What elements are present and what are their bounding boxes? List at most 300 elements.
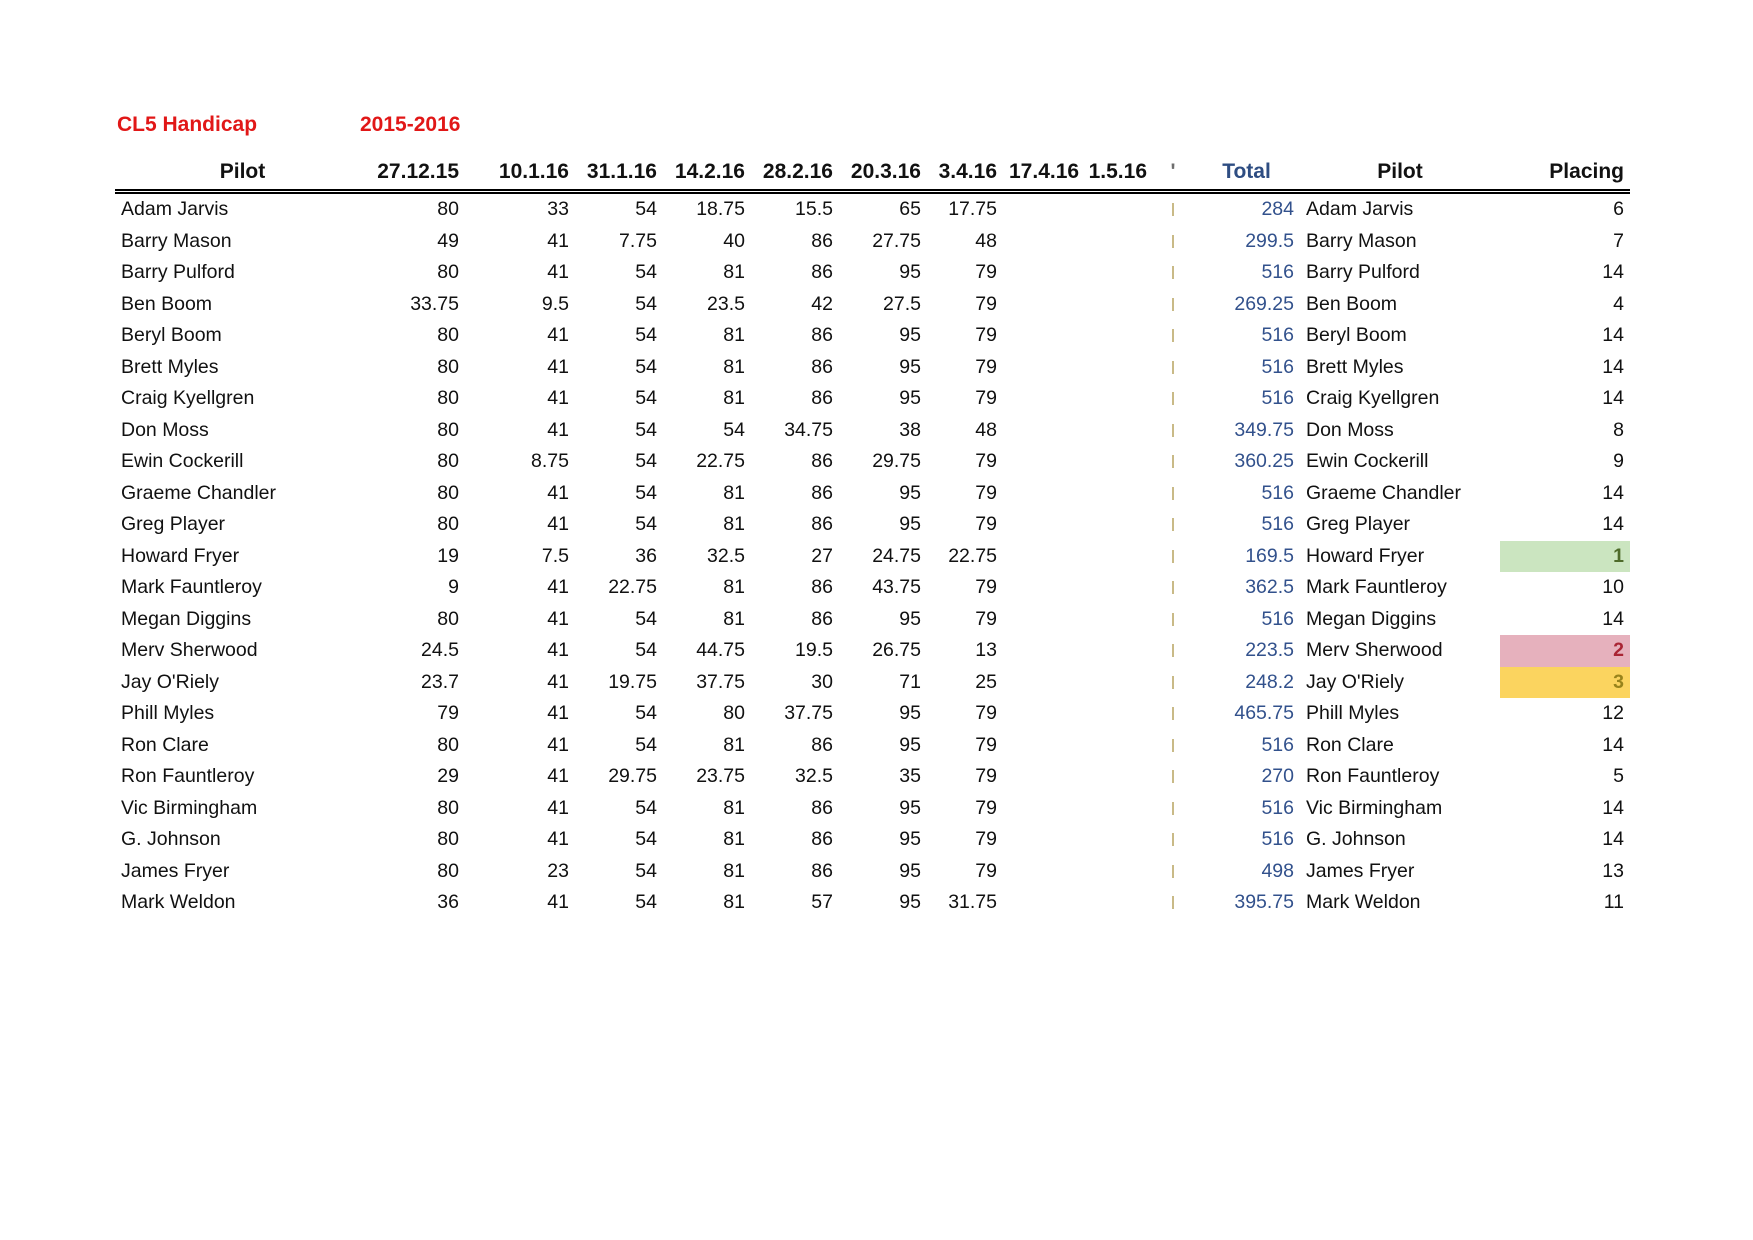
score-cell: 86: [811, 828, 833, 851]
score-cell: 29: [437, 765, 459, 788]
score-cell: 32.5: [795, 765, 833, 788]
score-cell: 18.75: [696, 198, 745, 221]
pilot-name-cell: Jay O'Riely: [121, 670, 219, 693]
score-cell: 41: [547, 261, 569, 284]
pilot2-column-header: Pilot: [1300, 148, 1500, 192]
pilot-name-cell-right: Merv Sherwood: [1306, 639, 1443, 662]
table-row: [115, 320, 1630, 352]
tick-mark: [1172, 266, 1174, 279]
score-cell: 41: [547, 733, 569, 756]
score-cell: 80: [437, 733, 459, 756]
score-cell: 13: [975, 639, 997, 662]
tick-mark: [1172, 644, 1174, 657]
score-cell: 80: [437, 859, 459, 882]
score-cell: 95: [899, 387, 921, 410]
total-cell: 516: [1261, 828, 1294, 851]
tick-cell: [1153, 793, 1193, 825]
score-cell: 79: [975, 828, 997, 851]
score-cell: [1003, 478, 1078, 510]
score-cell: 86: [811, 796, 833, 819]
placing-cell: 14: [1602, 261, 1624, 284]
score-cell: 54: [635, 481, 657, 504]
score-cell: 41: [547, 324, 569, 347]
table-row: [115, 509, 1630, 541]
score-cell: [1003, 541, 1078, 573]
score-cell: [1078, 761, 1153, 793]
score-cell: 23.5: [707, 292, 745, 315]
score-cell: 9: [448, 576, 459, 599]
score-cell: 22.75: [608, 576, 657, 599]
score-cell: [1003, 793, 1078, 825]
pilot-name-cell-right: Don Moss: [1306, 418, 1394, 441]
tick-cell: [1153, 856, 1193, 888]
placing-cell: 14: [1602, 607, 1624, 630]
score-cell: 79: [975, 796, 997, 819]
score-cell: 80: [437, 513, 459, 536]
score-cell: 48: [975, 418, 997, 441]
score-cell: 81: [723, 733, 745, 756]
score-cell: 86: [811, 387, 833, 410]
placing-cell: 14: [1602, 796, 1624, 819]
score-cell: 54: [635, 450, 657, 473]
tick-cell: [1153, 320, 1193, 352]
tick-cell: [1153, 730, 1193, 762]
score-cell: 79: [975, 859, 997, 882]
score-cell: 86: [811, 859, 833, 882]
score-cell: 7.75: [619, 229, 657, 252]
score-cell: 79: [975, 733, 997, 756]
score-cell: 41: [547, 639, 569, 662]
score-cell: [1003, 824, 1078, 856]
score-cell: 41: [547, 891, 569, 914]
score-cell: [1078, 572, 1153, 604]
score-cell: 41: [547, 576, 569, 599]
table-row: [115, 667, 1630, 699]
tick-mark: [1172, 707, 1174, 720]
total-cell: 270: [1261, 765, 1294, 788]
score-cell: 81: [723, 513, 745, 536]
tick-mark: [1172, 329, 1174, 342]
score-cell: [1078, 824, 1153, 856]
score-cell: [1078, 415, 1153, 447]
tick-mark: [1172, 424, 1174, 437]
total-cell: 223.5: [1245, 639, 1294, 662]
table-row: [115, 289, 1630, 321]
tick-mark: [1172, 770, 1174, 783]
score-cell: 41: [547, 702, 569, 725]
pilot-name-cell: Graeme Chandler: [121, 481, 276, 504]
pilot-name-cell-right: Phill Myles: [1306, 702, 1400, 725]
table-row: [115, 226, 1630, 258]
score-cell: 80: [723, 702, 745, 725]
score-cell: 86: [811, 355, 833, 378]
placing-cell: 4: [1613, 292, 1624, 315]
score-cell: 80: [437, 355, 459, 378]
tick-mark: [1172, 203, 1174, 216]
total-cell: 516: [1261, 733, 1294, 756]
placing-cell: 14: [1602, 481, 1624, 504]
score-cell: 54: [635, 292, 657, 315]
score-cell: 29.75: [608, 765, 657, 788]
placing-cell: 14: [1602, 355, 1624, 378]
pilot-name-cell-right: G. Johnson: [1306, 828, 1406, 851]
score-cell: 54: [723, 418, 745, 441]
score-cell: 41: [547, 670, 569, 693]
score-cell: 54: [635, 607, 657, 630]
score-cell: 81: [723, 261, 745, 284]
score-cell: 17.75: [948, 198, 997, 221]
score-cell: 37.75: [696, 670, 745, 693]
tick-mark: [1172, 298, 1174, 311]
total-cell: 349.75: [1234, 418, 1294, 441]
tick-mark: [1172, 550, 1174, 563]
score-cell: 41: [547, 387, 569, 410]
pilot-name-cell-right: Greg Player: [1306, 513, 1411, 536]
score-cell: 23.75: [696, 765, 745, 788]
score-cell: 54: [635, 387, 657, 410]
total-cell: 269.25: [1234, 292, 1294, 315]
score-cell: [1078, 226, 1153, 258]
score-cell: 19.75: [608, 670, 657, 693]
tick-cell: [1153, 667, 1193, 699]
score-cell: [1078, 192, 1153, 226]
total-cell: 395.75: [1234, 891, 1294, 914]
score-cell: [1003, 667, 1078, 699]
score-cell: [1078, 320, 1153, 352]
score-cell: 86: [811, 576, 833, 599]
score-cell: 95: [899, 702, 921, 725]
pilot-name-cell: Howard Fryer: [121, 544, 240, 567]
pilot-name-cell: Craig Kyellgren: [121, 387, 255, 410]
table-row: [115, 541, 1630, 573]
score-cell: [1078, 667, 1153, 699]
total-cell: 360.25: [1234, 450, 1294, 473]
tick-cell: [1153, 352, 1193, 384]
score-cell: [1003, 604, 1078, 636]
score-cell: [1003, 887, 1078, 919]
pilot-name-cell: Merv Sherwood: [121, 639, 258, 662]
score-cell: 34.75: [784, 418, 833, 441]
header-row: [115, 148, 1630, 192]
table-row: [115, 698, 1630, 730]
score-cell: 41: [547, 796, 569, 819]
score-cell: [1078, 856, 1153, 888]
score-cell: [1078, 887, 1153, 919]
score-cell: 54: [635, 261, 657, 284]
score-cell: 41: [547, 607, 569, 630]
placing-cell: 14: [1602, 733, 1624, 756]
score-cell: 40: [723, 229, 745, 252]
table-row: [115, 730, 1630, 762]
table-row: [115, 793, 1630, 825]
score-cell: 95: [899, 324, 921, 347]
pilot-name-cell-right: Vic Birmingham: [1306, 796, 1443, 819]
score-cell: [1003, 761, 1078, 793]
score-cell: 54: [635, 418, 657, 441]
score-cell: 54: [635, 733, 657, 756]
total-cell: 516: [1261, 481, 1294, 504]
score-cell: [1003, 226, 1078, 258]
tick-cell: [1153, 446, 1193, 478]
pilot-name-cell-right: Jay O'Riely: [1306, 670, 1404, 693]
tick-cell: [1153, 761, 1193, 793]
table-row: [115, 824, 1630, 856]
score-cell: 86: [811, 481, 833, 504]
tick-mark: [1172, 676, 1174, 689]
total-cell: 516: [1261, 513, 1294, 536]
date-column-header: 1.5.16: [1078, 148, 1153, 192]
score-cell: [1078, 604, 1153, 636]
tick-mark: [1172, 833, 1174, 846]
score-cell: 86: [811, 324, 833, 347]
tick-mark: [1172, 865, 1174, 878]
total-cell: 362.5: [1245, 576, 1294, 599]
tick-cell: [1153, 383, 1193, 415]
score-cell: 95: [899, 513, 921, 536]
placing-cell: 14: [1602, 387, 1624, 410]
score-cell: 65: [899, 198, 921, 221]
tick-cell: [1153, 257, 1193, 289]
placing-column-header: Placing: [1500, 148, 1630, 192]
score-cell: 81: [723, 828, 745, 851]
pilot-name-cell-right: Craig Kyellgren: [1306, 387, 1440, 410]
tick-cell: [1153, 604, 1193, 636]
pilot-name-cell-right: Howard Fryer: [1306, 544, 1425, 567]
score-cell: [1078, 446, 1153, 478]
total-cell: 498: [1261, 859, 1294, 882]
score-cell: 79: [975, 576, 997, 599]
table-row: [115, 856, 1630, 888]
score-cell: 19: [437, 544, 459, 567]
score-cell: 30: [811, 670, 833, 693]
score-cell: 54: [635, 702, 657, 725]
placing-cell: 8: [1613, 418, 1624, 441]
tick-mark: [1172, 613, 1174, 626]
score-cell: [1003, 698, 1078, 730]
score-cell: 31.75: [948, 891, 997, 914]
score-cell: [1078, 509, 1153, 541]
score-cell: 80: [437, 828, 459, 851]
table-row: [115, 257, 1630, 289]
score-cell: 86: [811, 513, 833, 536]
score-cell: 41: [547, 229, 569, 252]
score-cell: 81: [723, 355, 745, 378]
score-cell: 95: [899, 859, 921, 882]
score-cell: 54: [635, 828, 657, 851]
pilot-name-cell: James Fryer: [121, 859, 230, 882]
date-column-header: 10.1.16: [465, 148, 575, 192]
score-cell: 25: [975, 670, 997, 693]
pilot-column-header: Pilot: [115, 148, 370, 192]
pilot-name-cell: Ron Fauntleroy: [121, 765, 255, 788]
pilot-name-cell: Vic Birmingham: [121, 796, 258, 819]
score-cell: [1003, 320, 1078, 352]
score-cell: 36: [437, 891, 459, 914]
handicap-table: [115, 148, 1630, 919]
score-cell: 27.5: [883, 292, 921, 315]
score-cell: 42: [811, 292, 833, 315]
score-cell: [1003, 257, 1078, 289]
score-cell: 19.5: [795, 639, 833, 662]
pilot-name-cell: Mark Fauntleroy: [121, 576, 262, 599]
date-column-header: 28.2.16: [751, 148, 839, 192]
score-cell: [1078, 257, 1153, 289]
tick-cell: [1153, 415, 1193, 447]
score-cell: 23.7: [421, 670, 459, 693]
score-cell: 79: [975, 292, 997, 315]
score-cell: 23: [547, 859, 569, 882]
pilot-name-cell-right: Megan Diggins: [1306, 607, 1437, 630]
tick-cell: [1153, 478, 1193, 510]
placing-cell: 14: [1602, 324, 1624, 347]
date-column-header: 14.2.16: [663, 148, 751, 192]
score-cell: 44.75: [696, 639, 745, 662]
score-cell: 95: [899, 355, 921, 378]
tick-mark: [1172, 802, 1174, 815]
tick-cell: [1153, 698, 1193, 730]
page-title: CL5 Handicap: [117, 113, 258, 136]
pilot-name-cell-right: Ron Fauntleroy: [1306, 765, 1440, 788]
date-column-header: 17.4.16: [1003, 148, 1078, 192]
score-cell: 54: [635, 796, 657, 819]
pilot-name-cell: Adam Jarvis: [121, 198, 229, 221]
placing-cell: 11: [1603, 891, 1624, 914]
score-cell: 81: [723, 859, 745, 882]
pilot-name-cell-right: James Fryer: [1306, 859, 1415, 882]
score-cell: 81: [723, 387, 745, 410]
table-row: [115, 415, 1630, 447]
total-cell: 465.75: [1234, 702, 1294, 725]
score-cell: [1078, 352, 1153, 384]
score-cell: 27.75: [872, 229, 921, 252]
score-cell: 54: [635, 891, 657, 914]
placing-cell: 9: [1613, 450, 1624, 473]
tick-cell: [1153, 572, 1193, 604]
score-cell: [1078, 541, 1153, 573]
score-cell: 95: [899, 891, 921, 914]
tick-mark: [1172, 896, 1174, 909]
score-cell: 81: [723, 576, 745, 599]
score-cell: 79: [975, 387, 997, 410]
score-cell: 86: [811, 229, 833, 252]
table-row: [115, 887, 1630, 919]
score-cell: 57: [811, 891, 833, 914]
table-body: [115, 192, 1630, 919]
score-cell: [1003, 289, 1078, 321]
score-cell: 27: [811, 544, 833, 567]
tick-mark: [1172, 487, 1174, 500]
score-cell: [1003, 415, 1078, 447]
date-column-header: 20.3.16: [839, 148, 927, 192]
score-cell: 86: [811, 607, 833, 630]
pilot-name-cell-right: Barry Pulford: [1306, 261, 1420, 284]
placing-cell: 14: [1602, 513, 1624, 536]
pilot-name-cell: Barry Mason: [121, 229, 232, 252]
score-cell: 43.75: [872, 576, 921, 599]
tick-cell: [1153, 887, 1193, 919]
placing-cell: 7: [1613, 229, 1624, 252]
score-cell: 8.75: [531, 450, 569, 473]
pilot-name-cell: Beryl Boom: [121, 324, 222, 347]
pilot-name-cell-right: Brett Myles: [1306, 355, 1404, 378]
score-cell: 41: [547, 828, 569, 851]
tick-mark: [1172, 361, 1174, 374]
placing-cell: 6: [1613, 198, 1624, 221]
tick-cell: [1153, 635, 1193, 667]
total-cell: 299.5: [1245, 229, 1294, 252]
score-cell: 95: [899, 481, 921, 504]
score-cell: [1003, 730, 1078, 762]
score-cell: 29.75: [872, 450, 921, 473]
score-cell: 33.75: [410, 292, 459, 315]
score-cell: 32.5: [707, 544, 745, 567]
score-cell: 81: [723, 481, 745, 504]
pilot-name-cell-right: Graeme Chandler: [1306, 481, 1461, 504]
score-cell: [1078, 289, 1153, 321]
score-cell: 80: [437, 387, 459, 410]
score-cell: 54: [635, 198, 657, 221]
table-row: [115, 383, 1630, 415]
pilot-name-cell: Phill Myles: [121, 702, 215, 725]
score-cell: 79: [975, 481, 997, 504]
score-cell: [1003, 572, 1078, 604]
score-cell: 81: [723, 796, 745, 819]
total-cell: 516: [1261, 355, 1294, 378]
score-cell: 81: [723, 607, 745, 630]
score-cell: 79: [975, 324, 997, 347]
tick-mark: [1172, 235, 1174, 248]
tick-cell: [1153, 824, 1193, 856]
score-cell: 79: [975, 702, 997, 725]
score-cell: [1003, 509, 1078, 541]
score-cell: 9.5: [541, 292, 569, 315]
tick-cell: [1153, 289, 1193, 321]
pilot-name-cell-right: Beryl Boom: [1306, 324, 1407, 347]
score-cell: 36: [635, 544, 657, 567]
score-cell: 79: [975, 765, 997, 788]
score-cell: [1078, 635, 1153, 667]
season-label: 2015-2016: [360, 113, 461, 136]
tick-mark: [1172, 739, 1174, 752]
score-cell: 24.5: [421, 639, 459, 662]
score-cell: 33: [547, 198, 569, 221]
pilot-name-cell: Brett Myles: [121, 355, 219, 378]
score-cell: 95: [899, 733, 921, 756]
score-cell: 80: [437, 261, 459, 284]
score-cell: 81: [723, 891, 745, 914]
score-cell: 48: [975, 229, 997, 252]
score-cell: [1078, 730, 1153, 762]
score-cell: 79: [975, 450, 997, 473]
score-cell: 95: [899, 607, 921, 630]
score-cell: [1078, 478, 1153, 510]
score-cell: 80: [437, 607, 459, 630]
score-cell: [1003, 192, 1078, 226]
table-row: [115, 761, 1630, 793]
score-cell: 38: [899, 418, 921, 441]
pilot-name-cell-right: Mark Weldon: [1306, 891, 1421, 914]
pilot-name-cell-right: Ben Boom: [1306, 292, 1398, 315]
table-row: [115, 478, 1630, 510]
total-cell: 516: [1261, 387, 1294, 410]
pilot-name-cell: Mark Weldon: [121, 891, 236, 914]
total-column-header: Total: [1193, 148, 1300, 192]
date-column-header: 3.4.16: [927, 148, 1003, 192]
score-cell: 41: [547, 481, 569, 504]
placing-cell: 2: [1500, 635, 1630, 667]
table-row: [115, 635, 1630, 667]
pilot-name-cell: Ben Boom: [121, 292, 213, 315]
